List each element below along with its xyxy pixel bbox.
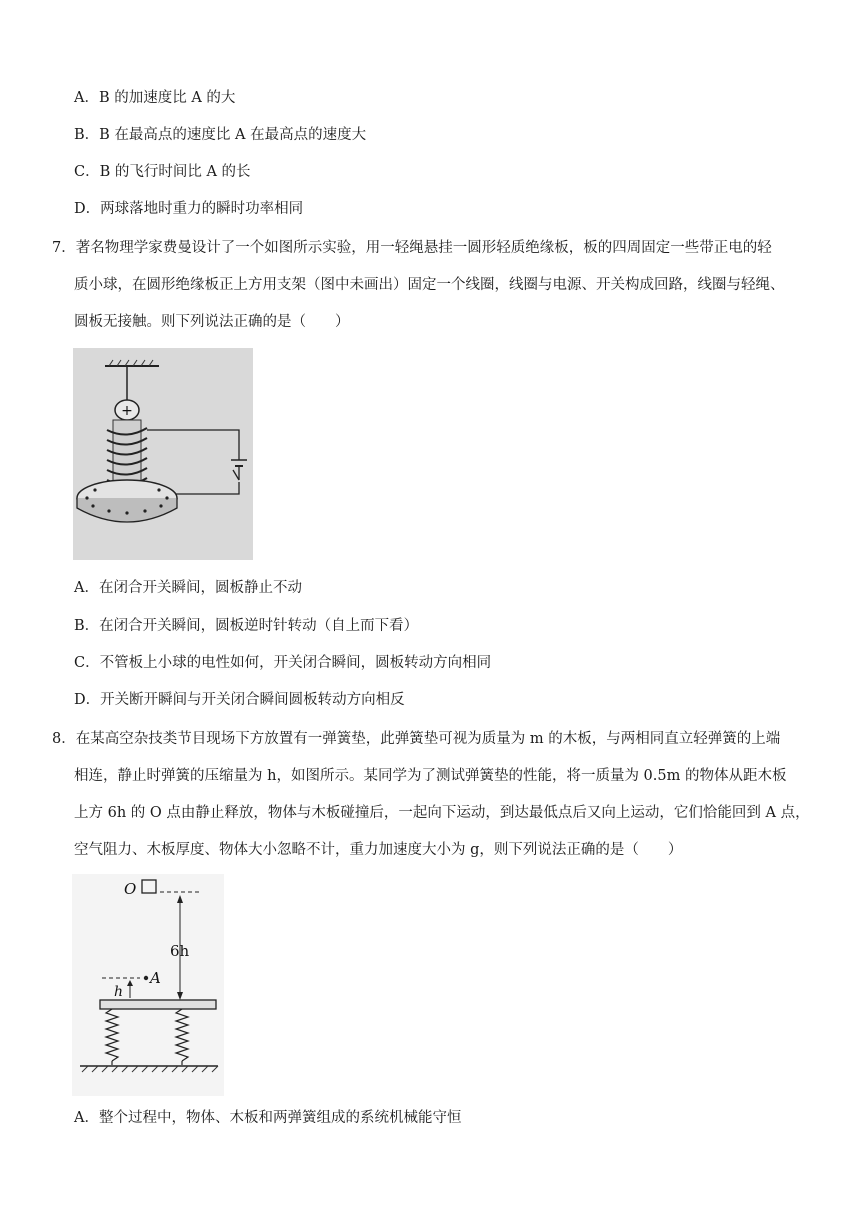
q8-stem-line-4: 空气阻力、木板厚度、物体大小忽略不计，重力加速度大小为 g，则下列说法正确的是（ ）: [74, 842, 683, 858]
q7-option-b: B．在闭合开关瞬间，圆板逆时针转动（自上而下看）: [74, 618, 419, 634]
q6-option-c: C．B 的飞行时间比 A 的长: [74, 164, 251, 180]
q7-coil-figure: [73, 348, 253, 560]
q7-stem-line-2: 质小球，在圆形绝缘板正上方用支架（图中未画出）固定一个线圈，线圈与电源、开关构成回路，线圈与轻绳、: [74, 277, 785, 293]
label-a: A: [150, 969, 161, 987]
q7-stem-line-1: 7．著名物理学家费曼设计了一个如图所示实验，用一轻绳悬挂一圆形轻质绝缘板，板的四周固定一些带正电的轻: [52, 240, 772, 256]
q8-option-a: A．整个过程中，物体、木板和两弹簧组成的系统机械能守恒: [74, 1110, 462, 1126]
q8-stem-line-1: 8．在某高空杂技类节目现场下方放置有一弹簧垫，此弹簧垫可视为质量为 m 的木板，与两相同直立轻弹簧的上端: [52, 731, 781, 747]
label-6h: 6h: [170, 942, 190, 960]
q8-stem-line-2: 相连，静止时弹簧的压缩量为 h，如图所示。某同学为了测试弹簧垫的性能，将一质量为 0.5m 的物体从距木板: [74, 768, 787, 784]
q8-spring-figure: [72, 874, 224, 1096]
label-h: h: [114, 984, 124, 1000]
q7-option-a: A．在闭合开关瞬间，圆板静止不动: [74, 580, 302, 596]
q7-stem-line-3: 圆板无接触。则下列说法正确的是（ ）: [74, 314, 350, 330]
q8-stem-line-3: 上方 6h 的 O 点由静止释放，物体与木板碰撞后，一起向下运动，到达最低点后又向上运动，它们恰能回到 A 点，: [74, 805, 810, 821]
q6-option-a: A．B 的加速度比 A 的大: [74, 90, 236, 106]
q6-option-b: B．B 在最高点的速度比 A 在最高点的速度大: [74, 127, 367, 143]
coil-plus-label: +: [121, 403, 133, 419]
q7-option-c: C．不管板上小球的电性如何，开关闭合瞬间，圆板转动方向相同: [74, 655, 492, 671]
q6-option-d: D．两球落地时重力的瞬时功率相同: [74, 201, 304, 217]
label-o: O: [124, 880, 137, 898]
q7-option-d: D．开关断开瞬间与开关闭合瞬间圆板转动方向相反: [74, 692, 405, 708]
